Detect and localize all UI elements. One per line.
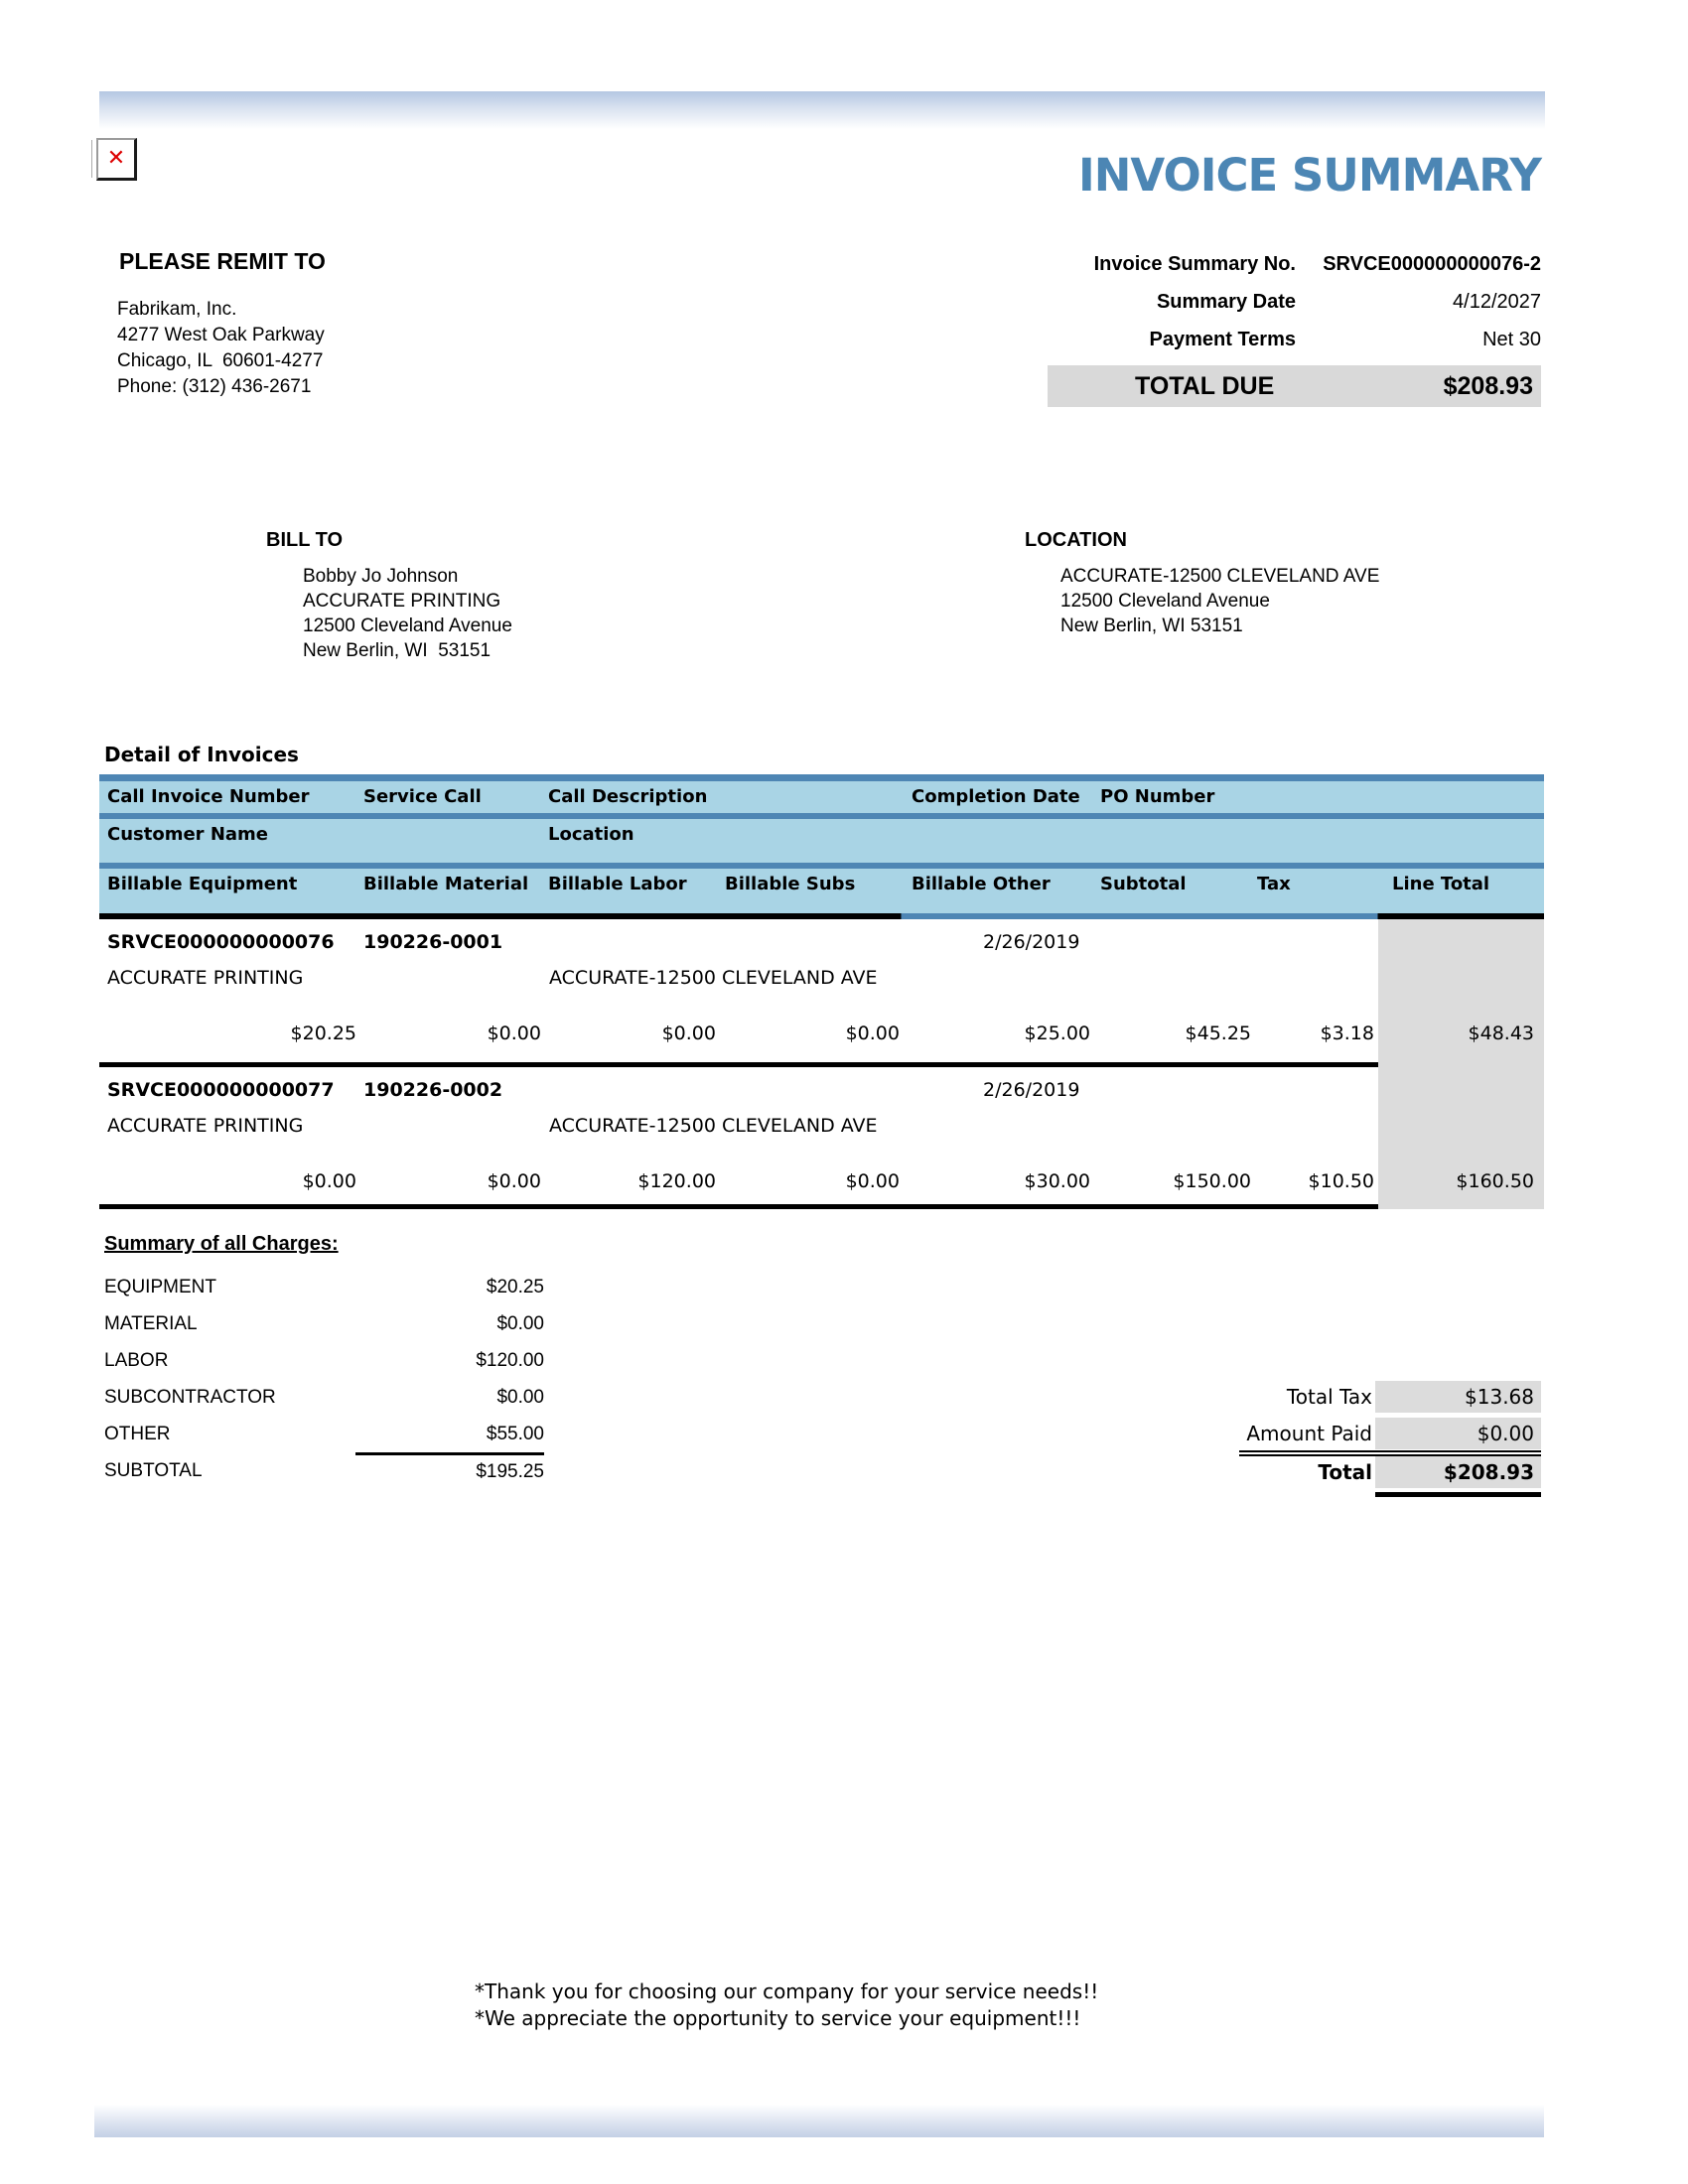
cell-tax: $10.50: [1308, 1170, 1374, 1192]
location-line: 12500 Cleveland Avenue: [1060, 591, 1270, 612]
col-call-invoice-number: Call Invoice Number: [107, 786, 310, 807]
bill-to-line: 12500 Cleveland Avenue: [303, 615, 512, 636]
bill-to-block: [266, 529, 512, 663]
equipment-value: $20.25: [486, 1276, 544, 1297]
location-block: [1025, 529, 1379, 638]
cell-billable-labor: $120.00: [637, 1170, 716, 1192]
meta-row: [1048, 283, 1541, 321]
invoice-meta-block: [1048, 245, 1541, 407]
subtotal-value: $195.25: [355, 1452, 544, 1489]
bottom-gradient-bar: [94, 2105, 1544, 2137]
total-due-label: TOTAL DUE: [1135, 371, 1275, 400]
cell-billable-subs: $0.00: [845, 1170, 900, 1192]
amount-paid-label: Amount Paid: [1246, 1422, 1372, 1445]
other-label: OTHER: [104, 1423, 171, 1444]
table-header-top-rule: [99, 774, 1544, 781]
summary-of-charges: [104, 1233, 544, 1482]
cell-billable-material: $0.00: [487, 1023, 541, 1044]
subcontractor-value: $0.00: [496, 1386, 544, 1408]
summary-row: [104, 1342, 544, 1379]
grand-total-label: Total: [1318, 1460, 1372, 1484]
col-completion-date: Completion Date: [912, 786, 1080, 807]
cell-line-total: $160.50: [1456, 1170, 1534, 1192]
summary-row: [104, 1379, 544, 1416]
remit-to-block: [119, 248, 326, 400]
cell-completion-date: 2/26/2019: [983, 1079, 1080, 1101]
cell-location: ACCURATE-12500 CLEVELAND AVE: [549, 967, 878, 989]
total-due-value: $208.93: [1443, 371, 1533, 400]
cell-billable-subs: $0.00: [845, 1023, 900, 1044]
remit-to-address: [117, 297, 326, 400]
col-billable-material: Billable Material: [363, 874, 529, 894]
col-po-number: PO Number: [1100, 786, 1215, 807]
table-header-row-3: [99, 869, 1544, 913]
bill-to-address: [303, 564, 512, 663]
col-service-call: Service Call: [363, 786, 482, 807]
table-row: [99, 1067, 1544, 1204]
invoice-summary-no-label: Invoice Summary No.: [1093, 252, 1296, 275]
col-location: Location: [548, 824, 634, 845]
col-customer-name: Customer Name: [107, 824, 268, 845]
col-tax: Tax: [1257, 874, 1291, 894]
amount-paid-row: [1142, 1418, 1541, 1449]
cell-customer-name: ACCURATE PRINTING: [107, 1115, 304, 1137]
col-billable-labor: Billable Labor: [548, 874, 687, 894]
col-call-description: Call Description: [548, 786, 708, 807]
summary-row: [104, 1269, 544, 1305]
bill-to-line: New Berlin, WI 53151: [303, 640, 492, 661]
cell-subtotal: $150.00: [1173, 1170, 1251, 1192]
cell-invoice-number: SRVCE000000000077: [107, 1079, 335, 1101]
labor-label: LABOR: [104, 1349, 169, 1371]
meta-row: [1048, 321, 1541, 358]
total-tax-label: Total Tax: [1286, 1385, 1372, 1409]
cell-line-total: $48.43: [1468, 1023, 1534, 1044]
grand-total-row: [1142, 1456, 1541, 1488]
table-row: [99, 919, 1544, 1062]
bill-to-line: Bobby Jo Johnson: [303, 566, 459, 587]
summary-rows: [104, 1269, 544, 1489]
totals-bottom-rule: [1375, 1492, 1541, 1497]
cell-subtotal: $45.25: [1185, 1023, 1251, 1044]
table-body: [99, 919, 1544, 1209]
other-value: $55.00: [486, 1423, 544, 1444]
summary-row: [104, 1305, 544, 1342]
cell-billable-equipment: $20.25: [290, 1023, 356, 1044]
cell-service-call: 190226-0001: [363, 931, 503, 953]
remit-line: Phone: (312) 436-2671: [117, 376, 312, 397]
summary-date-value: 4/12/2027: [1453, 290, 1541, 313]
material-label: MATERIAL: [104, 1312, 198, 1334]
page-title: INVOICE SUMMARY: [1078, 149, 1541, 202]
cell-tax: $3.18: [1320, 1023, 1374, 1044]
col-subtotal: Subtotal: [1100, 874, 1187, 894]
cell-service-call: 190226-0002: [363, 1079, 503, 1101]
col-billable-equipment: Billable Equipment: [107, 874, 298, 894]
remit-line: Chicago, IL 60601-4277: [117, 350, 324, 371]
cell-location: ACCURATE-12500 CLEVELAND AVE: [549, 1115, 878, 1137]
total-tax-value: $13.68: [1375, 1381, 1541, 1413]
top-gradient-bar: [99, 91, 1545, 129]
col-billable-subs: Billable Subs: [725, 874, 856, 894]
equipment-label: EQUIPMENT: [104, 1276, 216, 1297]
table-header-row-2: [99, 819, 1544, 863]
cell-completion-date: 2/26/2019: [983, 931, 1080, 953]
table-bottom-rule: [99, 1204, 1544, 1209]
table-header-row-1: [99, 781, 1544, 813]
amount-paid-value: $0.00: [1375, 1418, 1541, 1449]
remit-line: Fabrikam, Inc.: [117, 299, 237, 320]
broken-image-x-glyph: ✕: [106, 146, 126, 171]
col-billable-other: Billable Other: [912, 874, 1051, 894]
bill-to-heading: BILL TO: [266, 529, 344, 551]
location-line: New Berlin, WI 53151: [1060, 615, 1243, 636]
cell-billable-equipment: $0.00: [302, 1170, 356, 1192]
meta-row: [1048, 245, 1541, 283]
cell-billable-other: $25.00: [1024, 1023, 1090, 1044]
detail-of-invoices-table: [99, 743, 1544, 1209]
cell-billable-material: $0.00: [487, 1170, 541, 1192]
remit-to-heading: PLEASE REMIT TO: [119, 248, 326, 274]
remit-line: 4277 West Oak Parkway: [117, 325, 325, 345]
broken-image-icon: [96, 138, 137, 181]
bill-to-line: ACCURATE PRINTING: [303, 591, 501, 612]
summary-row: [104, 1416, 544, 1452]
detail-heading: Detail of Invoices: [104, 743, 299, 766]
payment-terms-label: Payment Terms: [1149, 328, 1296, 350]
cell-invoice-number: SRVCE000000000076: [107, 931, 335, 953]
invoice-summary-no-value: SRVCE000000000076-2: [1323, 252, 1541, 275]
location-heading: LOCATION: [1025, 529, 1127, 551]
subtotal-label: SUBTOTAL: [104, 1459, 203, 1481]
subcontractor-label: SUBCONTRACTOR: [104, 1386, 276, 1408]
location-line: ACCURATE-12500 CLEVELAND AVE: [1060, 566, 1380, 587]
total-tax-row: [1142, 1381, 1541, 1413]
cell-billable-other: $30.00: [1024, 1170, 1090, 1192]
col-line-total: Line Total: [1392, 874, 1490, 894]
payment-terms-value: Net 30: [1482, 328, 1541, 350]
footer-notes: [475, 1979, 1098, 2032]
cell-customer-name: ACCURATE PRINTING: [107, 967, 304, 989]
summary-date-label: Summary Date: [1156, 290, 1296, 313]
summary-row-subtotal: [104, 1452, 544, 1489]
invoice-totals: [1142, 1381, 1541, 1500]
cell-billable-labor: $0.00: [661, 1023, 716, 1044]
footer-line: *We appreciate the opportunity to service your equipment!!!: [475, 2006, 1081, 2030]
footer-line: *Thank you for choosing our company for your service needs!!: [475, 1979, 1099, 2003]
location-address: [1060, 564, 1379, 638]
total-due-box: [1048, 365, 1541, 407]
labor-value: $120.00: [476, 1349, 544, 1371]
grand-total-value: $208.93: [1375, 1456, 1541, 1488]
material-value: $0.00: [496, 1312, 544, 1334]
summary-heading: Summary of all Charges:: [104, 1233, 339, 1255]
